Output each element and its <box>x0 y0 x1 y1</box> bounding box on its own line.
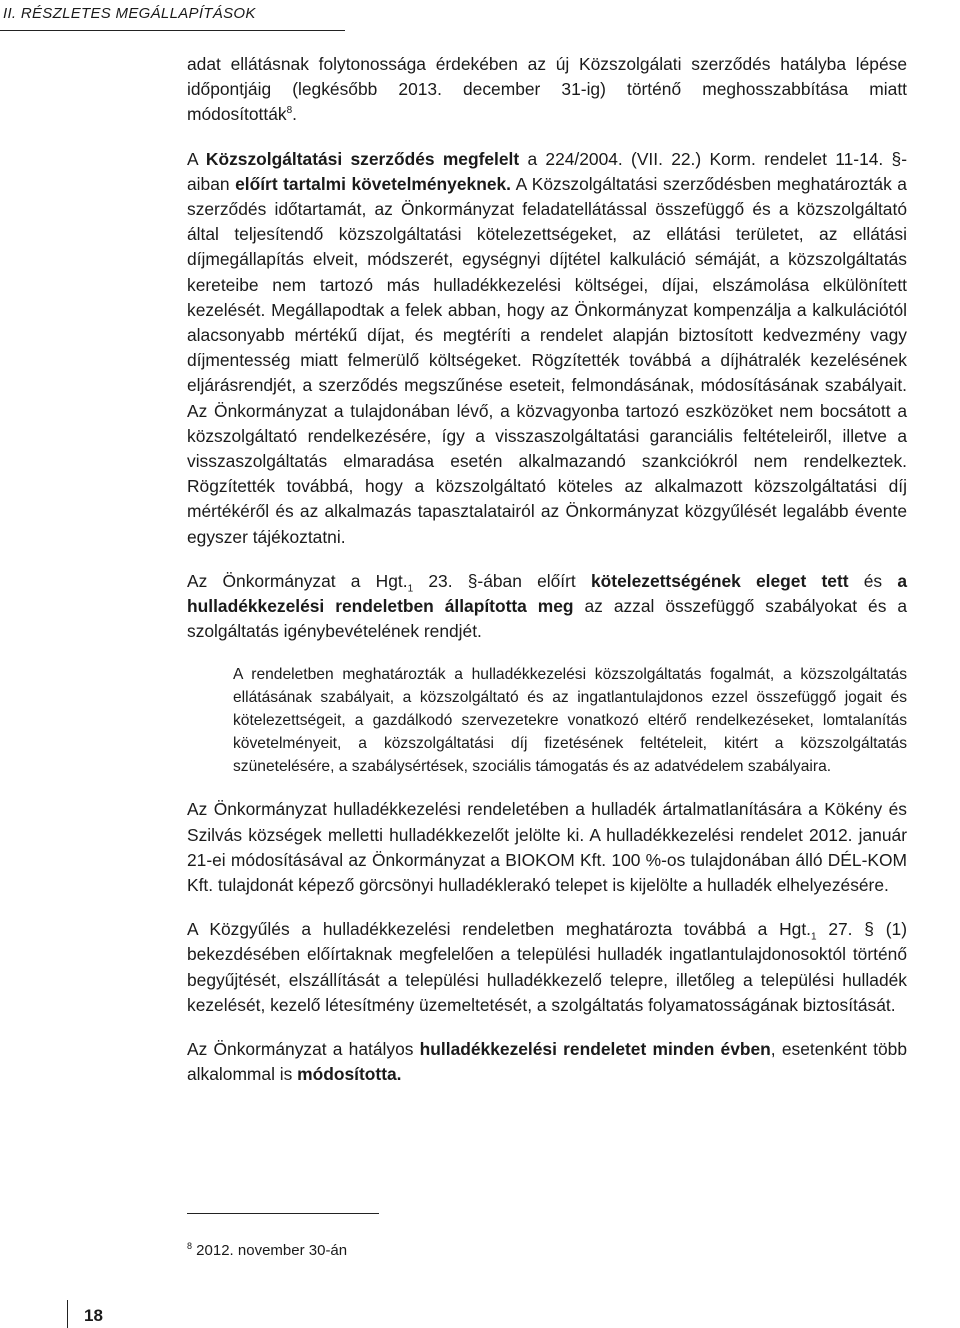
paragraph-5: Az Önkormányzat hulladékkezelési rendeletében a hulladék ártalmatlanítására a Kökény és Szilvás községek melletti hulladékkezelőt jelölte ki. A hulladékkezelési rendelet 2012. január 21-ei módosításával az Önkormányzat a BIOKOM Kft. 100 %-os tulajdonában álló DÉL-KOM Kft. tulajdonát képező görcsönyi hulladéklerakó telepet is kijelölte a hulladék elhelyezésére. <box>187 799 907 896</box>
paragraph-3: Az Önkormányzat a $Hgt._1$ 23. §-ában előírt kötelezettségének eleget tett és a hulladékkezelési rendeletben állapította meg az azzal összefüggő szabályokat és a szolgáltatás igénybevételének rendjét. <box>187 570 908 642</box>
paragraph-6: A Közgyűlés a hulladékkezelési rendeletben meghatározta továbbá a $Hgt._1$ 27. § (1) bekezdésében előírtaknak megfelelően a települési hulladék ingatlantulajdonosoktól történő begyűjtését, elszállítását a települési hulladékkezelő telepre, illetőleg a települési hulladék kezelését, kezelő létesítmény üzemeltetését, a szolgáltatás folyamatosságának biztosítását. <box>187 919 907 1015</box>
emphasis-text: a hulladékkezelési rendeletben állapította meg <box>187 570 907 617</box>
paragraph-2: A Közszolgáltatási szerződés megfelelt a 224/2004. (VII. 22.) Korm. rendelet 11-14. §-aiban előírt tartalmi követelményeknek. A Közszolgáltatási szerződésben meghatározták a szerződés időtartamát, az Önkormányzat feladatellátással összefüggő és a közszolgáltató által teljesítendő közszolgáltatási kötelezettségeket, az ellátási területet, az ellátási díjmegállapítás elveit, módszerét, egységnyi díjtétel kalkuláció sémáját, a közszolgáltatás kereteibe nem tartozó más hulladékkezelési költségei, díjai, elszámolása elkülönített kezelését. Megállapodtak a felek abban, hogy az Önkormányzat kompenzálja a kalkulációtól alacsonyabb mértékű díjat, és megtéríti a rendelet alapján biztosított kedvezmény vagy díjmentesség miatt felmerülő költségeket. Rögzítették továbbá a díjhátralék kezelésének eljárásrendjét, a szerződés megszűnése eseteit, felmondásának, módosításának szabályait. Az Önkormányzat a tulajdonában lévő, a közvagyonba tartozó eszközöket nem bocsátott a közszolgáltató rendelkezésére, így a visszaszolgáltatási garanciális feltételeiről, illetve a visszaszolgáltatás elmaradása esetén alkalmazandó szankciókról nem rendelkeztek. Rögzítették továbbá, hogy a közszolgáltató köteles az alkalmazott közszolgáltatási díj mértékéről és az alkalmazás tapasztalatairól az Önkormányzat közgyűlését legalább évente egyszer tájékoztatni. <box>187 148 907 547</box>
footnote-text: 2012. november 30-án <box>192 1242 348 1259</box>
page-number: 18 <box>84 1306 103 1325</box>
emphasis-text: kötelezettségének eleget tett <box>590 570 849 591</box>
running-header <box>0 0 345 31</box>
emphasis-text: Közszolgáltatási szerződés megfelelt <box>205 148 520 169</box>
page-number-divider <box>67 1300 68 1328</box>
document-body <box>187 52 907 1107</box>
running-header-title: II. RÉSZLETES MEGÁLLAPÍTÁSOK <box>3 5 256 22</box>
footnote-divider <box>187 1213 379 1214</box>
footnote-marker: 8 <box>187 1241 193 1251</box>
paragraph-1: adat ellátásnak folytonossága érdekében az új Közszolgálati szerződés hatályba lépése időpontjáig (legkésőbb 2013. december 31-ig) történő meghosszabbítása miatt módosították$^8$. <box>187 54 907 125</box>
emphasis-text: módosította. <box>297 1064 402 1085</box>
emphasis-text: hulladékkezelési rendeletet minden évben <box>419 1039 771 1060</box>
emphasis-text: előírt tartalmi követelményeknek. <box>235 173 511 194</box>
footnote <box>187 1242 347 1259</box>
paragraph-7: Az Önkormányzat a hatályos hulladékkezelési rendeletet minden évben, esetenként több alkalommal is módosította. <box>187 1039 907 1085</box>
footnote-reference: 8 <box>286 105 293 117</box>
quoted-paragraph: A rendeletben meghatározták a hulladékkezelési közszolgáltatás fogalmát, a közszolgáltatás ellátásának szabályait, a közszolgáltató és az ingatlantulajdonos ezzel összefüggő jogait és kötelezettségeit, a gazdálkodó szervezetekre vonatkozó eltérő rendelkezéseket, lomtalanítás követelményeit, a közszolgáltatási díj fizetésének feltételeit, kitért a közszolgáltatás szünetelésére, a szabálysértések, szociális támogatás és az adatvédelem szabályaira. <box>233 666 907 776</box>
